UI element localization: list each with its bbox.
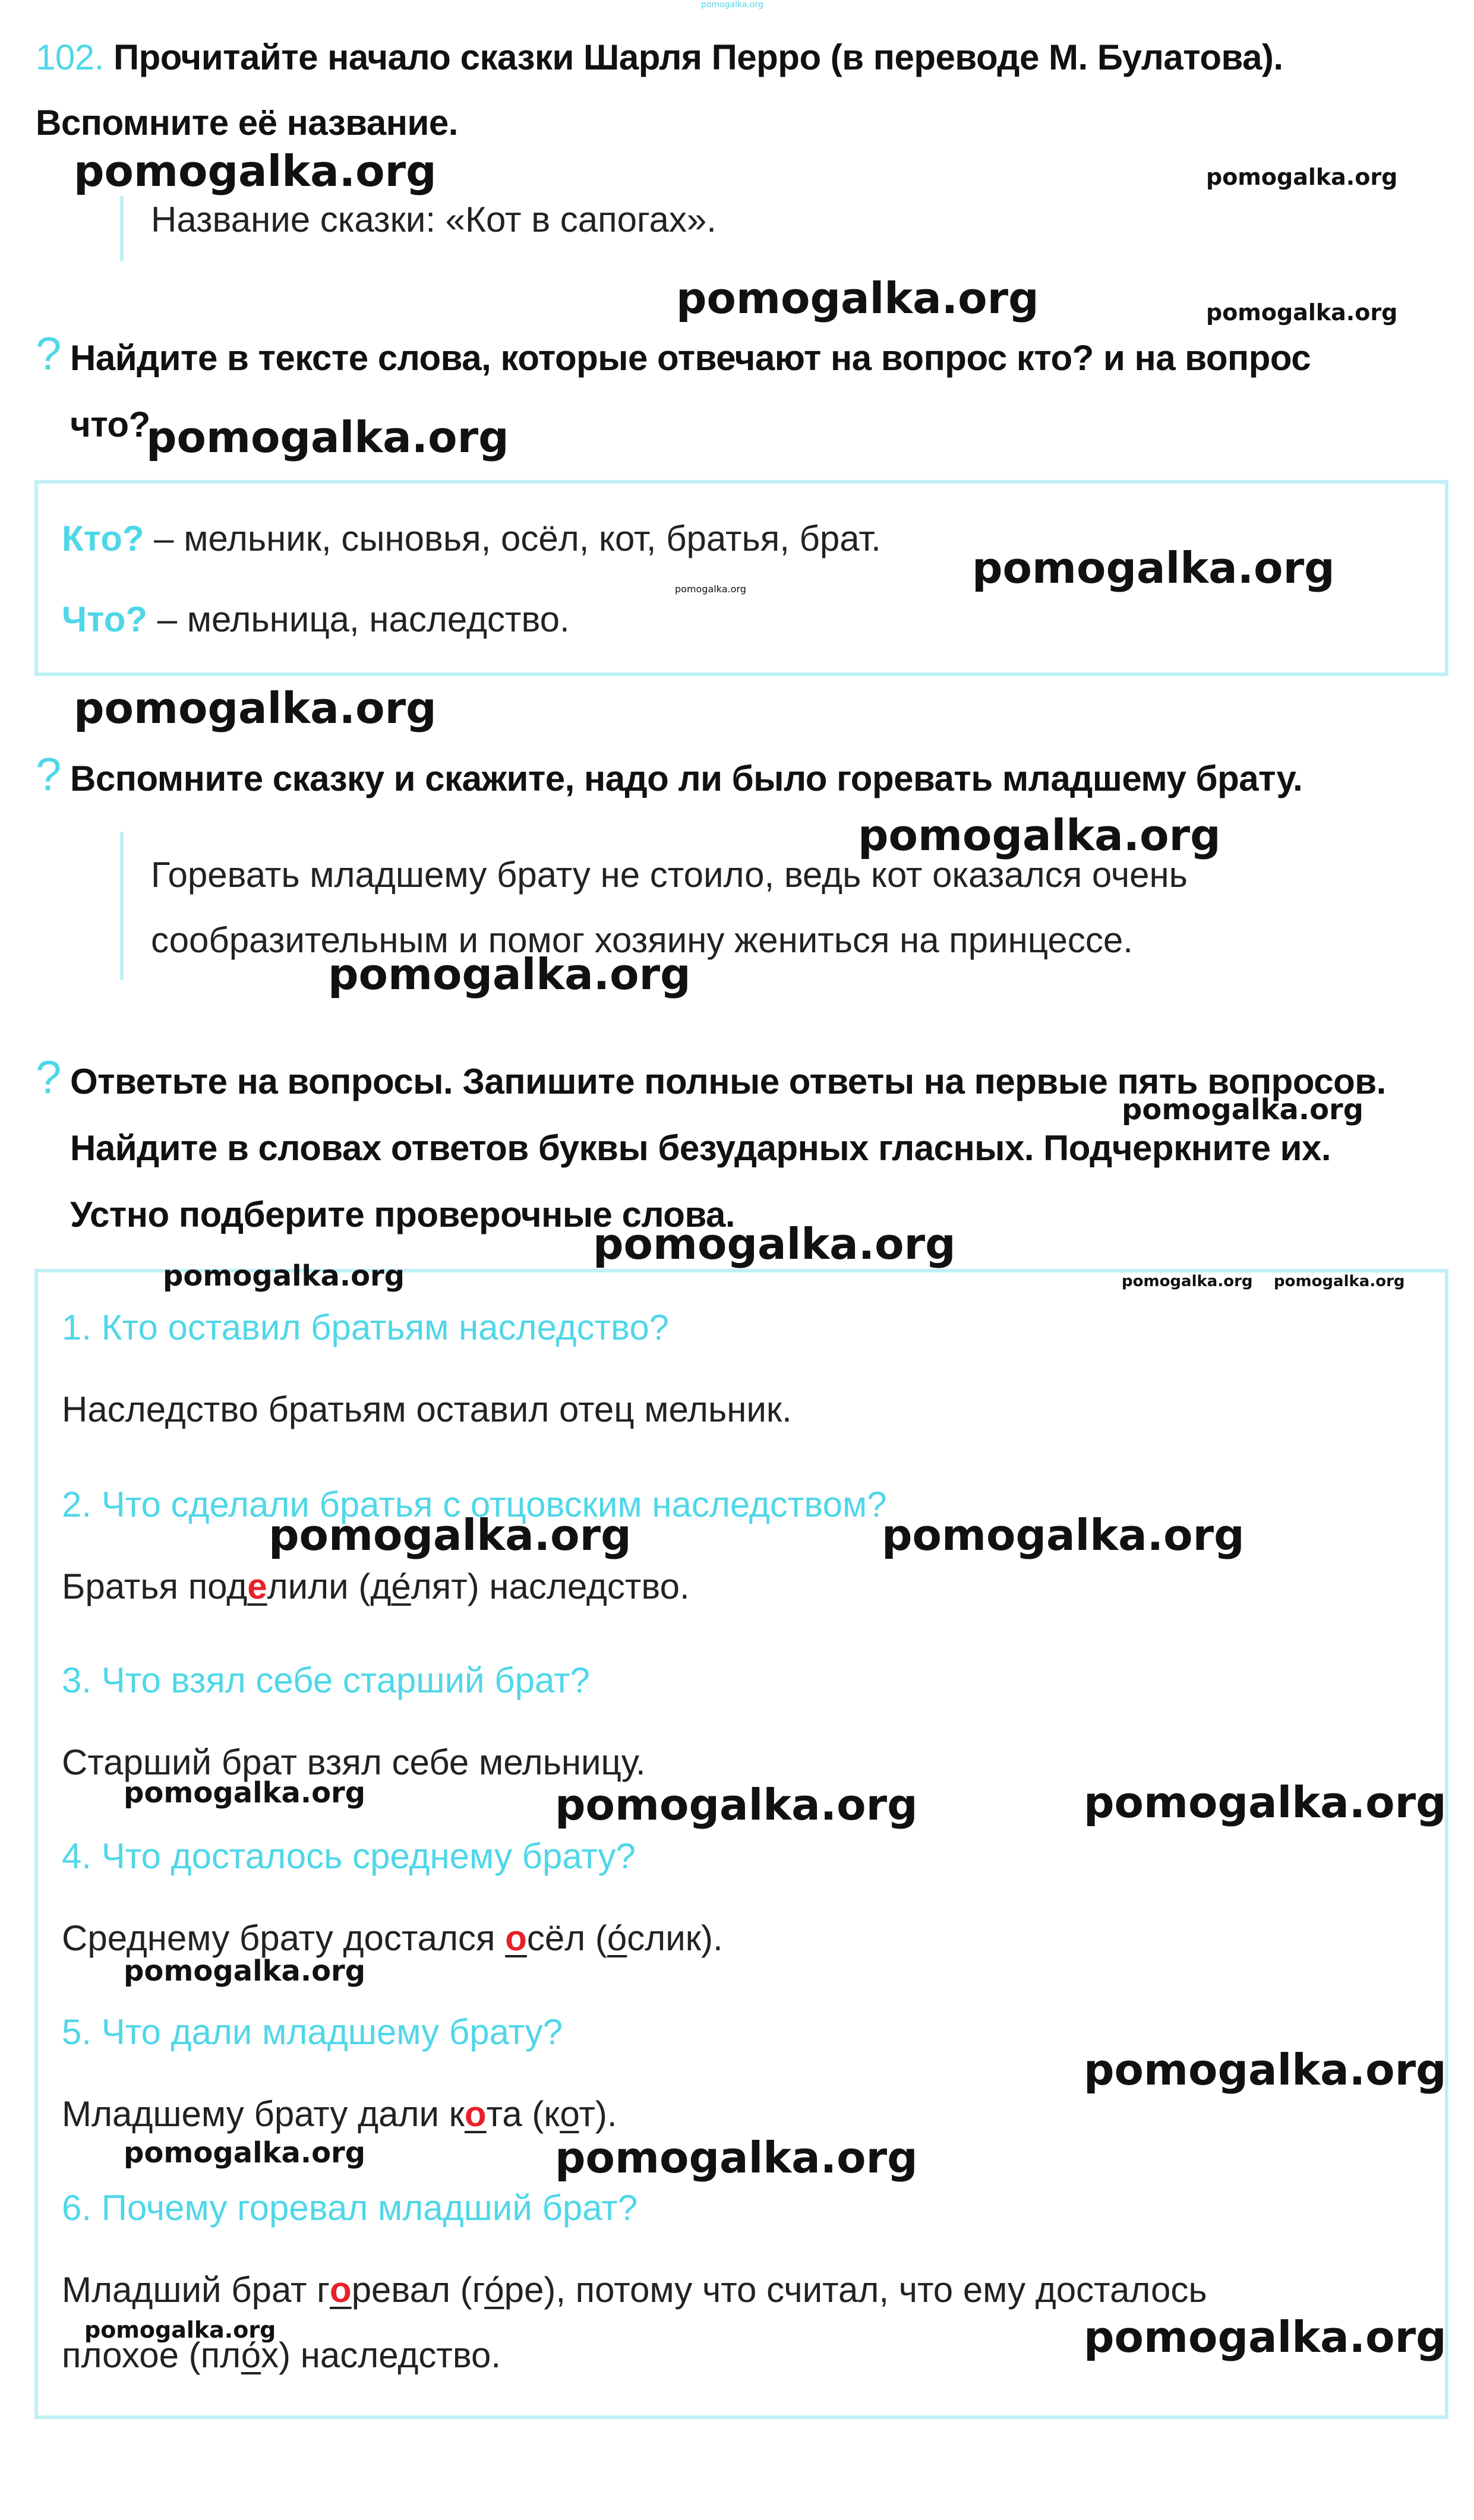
- text-span: Младшему брату дали к: [62, 2094, 465, 2134]
- check-vowel: о́: [607, 1918, 627, 1958]
- watermark: pomogalka.org: [124, 2136, 366, 2170]
- question3-line3: Устно подберите проверочные слова.: [70, 1195, 736, 1234]
- who-line: [62, 518, 881, 559]
- who-text: – мельник, сыновья, осёл, кот, братья, брат.: [144, 519, 881, 558]
- watermark: pomogalka.org: [555, 2133, 918, 2183]
- question2-line1: Вспомните сказку и скажите, надо ли было горевать младшему брату.: [70, 759, 1303, 798]
- watermark: pomogalka.org: [858, 810, 1221, 860]
- task-title-line1: [36, 37, 1283, 78]
- text-span: лили (: [267, 1567, 371, 1606]
- text-span: плохое (пл: [62, 2335, 241, 2375]
- answer2-line1: Горевать младшему брату не стоило, ведь кот оказался очень: [151, 855, 1188, 895]
- watermark: pomogalka.org: [146, 412, 509, 462]
- watermark: pomogalka.org: [124, 1776, 366, 1810]
- unstressed-vowel: о: [505, 1918, 527, 1958]
- check-vowel: о́: [484, 2270, 504, 2310]
- watermark: pomogalka.org: [1084, 1777, 1447, 1827]
- qa-answer-2: [62, 1566, 690, 1607]
- answer-bar: [120, 832, 124, 980]
- question1-line1: Найдите в тексте слова, которые отвечают на вопрос кто? и на вопрос: [70, 338, 1311, 378]
- watermark: pomogalka.org: [882, 1510, 1245, 1560]
- answer2-line2: сообразительным и помог хозяину жениться на принцессе.: [151, 920, 1133, 960]
- watermark: pomogalka.org: [972, 543, 1335, 593]
- check-vowel: о: [560, 2094, 579, 2134]
- what-label: Что?: [62, 599, 148, 639]
- watermark: pomogalka.org: [593, 1219, 956, 1269]
- qa-question-3: 3. Что взял себе старший брат?: [62, 1660, 590, 1700]
- qa-question-2: 2. Что сделали братья с отцовским наследством?: [62, 1485, 887, 1524]
- watermark: pomogalka.org: [84, 2317, 276, 2343]
- watermark: pomogalka.org: [555, 1780, 918, 1830]
- qa-answer-3: Старший брат взял себе мельницу.: [62, 1742, 646, 1782]
- watermark: pomogalka.org: [269, 1510, 632, 1560]
- watermark: pomogalka.org: [74, 683, 437, 733]
- watermark: pomogalka.org: [1206, 164, 1398, 190]
- task-title-line2: Вспомните её название.: [36, 103, 458, 143]
- text-span: Младший брат г: [62, 2270, 330, 2310]
- question-icon: ?: [36, 327, 62, 380]
- what-text: – мельница, наследство.: [147, 599, 570, 639]
- text-span: ре), потому что считал, что ему досталось: [504, 2270, 1207, 2310]
- unstressed-vowel: е: [247, 1567, 267, 1606]
- unstressed-vowel: о: [330, 2270, 352, 2310]
- text-span: х) наследство.: [261, 2335, 501, 2375]
- text-span: та (к: [486, 2094, 560, 2134]
- text-span: Среднему брату достался: [62, 1918, 506, 1958]
- qa-answer-4: [62, 1918, 723, 1959]
- unstressed-vowel: о: [464, 2094, 487, 2134]
- watermark: pomogalka.org: [676, 273, 1039, 323]
- who-label: Кто?: [62, 519, 144, 558]
- qa-question-4: 4. Что досталось среднему брату?: [62, 1836, 636, 1876]
- watermark: pomogalka.org: [1084, 2312, 1447, 2362]
- text-span: слик).: [627, 1918, 723, 1958]
- watermark: pomogalka.org: [1206, 299, 1398, 326]
- qa-answer-6-line1: [62, 2269, 1207, 2310]
- answer-bar: [120, 196, 124, 261]
- qa-answer-1: Наследство братьям оставил отец мельник.: [62, 1390, 792, 1429]
- watermark-top: pomogalka.org: [701, 0, 763, 10]
- watermark: pomogalka.org: [1122, 1272, 1253, 1290]
- qa-question-1: 1. Кто оставил братьям наследство?: [62, 1308, 670, 1347]
- task-number: 102.: [36, 37, 104, 77]
- qa-question-5: 5. Что дали младшему брату?: [62, 2012, 563, 2052]
- what-line: [62, 599, 570, 640]
- watermark: pomogalka.org: [1122, 1093, 1364, 1126]
- qa-question-6: 6. Почему горевал младший брат?: [62, 2188, 638, 2228]
- watermark: pomogalka.org: [163, 1259, 405, 1293]
- watermark: pomogalka.org: [74, 146, 437, 196]
- question1-line2: что?: [70, 405, 150, 444]
- watermark: pomogalka.org: [675, 583, 746, 595]
- text-span: сёл (: [526, 1918, 607, 1958]
- check-vowel: о́: [241, 2335, 261, 2375]
- text-span: Братья под: [62, 1567, 248, 1606]
- qa-answer-5: [62, 2093, 617, 2134]
- text-span: лят) наследство.: [411, 1567, 690, 1606]
- question3-line2: Найдите в словах ответов буквы безударных гласных. Подчеркните их.: [70, 1128, 1331, 1168]
- check-letter: д: [370, 1567, 392, 1606]
- check-vowel: е́: [391, 1567, 411, 1606]
- question-icon: ?: [36, 748, 62, 800]
- watermark: pomogalka.org: [1084, 2045, 1447, 2095]
- question3-line1: Ответьте на вопросы. Запишите полные ответы на первые пять вопросов.: [70, 1062, 1386, 1101]
- watermark: pomogalka.org: [1274, 1272, 1405, 1290]
- text-span: ревал (г: [351, 2270, 485, 2310]
- question-icon: ?: [36, 1051, 62, 1103]
- task-title-text: Прочитайте начало сказки Шарля Перро (в переводе М. Булатова).: [113, 37, 1283, 77]
- text-span: т).: [579, 2094, 617, 2134]
- answer-title: Название сказки: «Кот в сапогах».: [151, 200, 717, 239]
- watermark: pomogalka.org: [124, 1954, 366, 1988]
- watermark: pomogalka.org: [328, 949, 691, 999]
